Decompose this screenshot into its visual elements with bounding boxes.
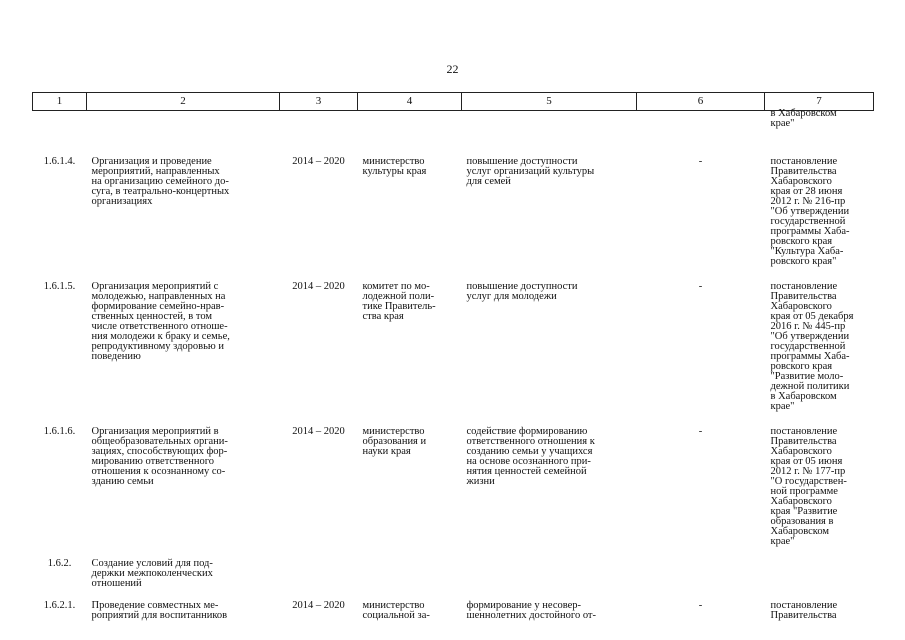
- table-row: [33, 282, 874, 427]
- document-line: постановление: [770, 426, 838, 437]
- document-line: Хабаровского: [770, 496, 832, 507]
- measures-table: [32, 92, 874, 631]
- cell-number: 1.6.1.5.: [43, 281, 76, 292]
- cell-document: [765, 282, 874, 427]
- document-line: постановление: [770, 156, 838, 167]
- document-line: "Развитие моло-: [770, 371, 844, 382]
- result-line: жизни: [466, 476, 495, 487]
- document-line: Правительства: [770, 166, 837, 177]
- document-line: в Хабаровском: [770, 108, 837, 119]
- cell-measure: [87, 111, 280, 158]
- cell-period: 2014 – 2020: [292, 600, 345, 611]
- measure-line: формирование семейно-нрав-: [91, 301, 225, 312]
- result-line: повышение доступности: [466, 156, 578, 167]
- measure-line: ственных ценностей, в том: [91, 311, 213, 322]
- document-line: ровского края: [770, 361, 833, 372]
- result-line: формирование у несовер-: [466, 600, 582, 611]
- page-number: 22: [446, 62, 459, 76]
- cell-executor: [358, 559, 462, 601]
- executor-line: комитет по мо-: [362, 281, 430, 292]
- document-line: ровского края": [770, 256, 837, 267]
- document-line: Правительства: [770, 610, 837, 621]
- document-line: образования в: [770, 516, 834, 527]
- cell-executor: [358, 111, 462, 158]
- measure-line: ния молодежи к браку и семье,: [91, 331, 230, 342]
- document-line: программы Хаба-: [770, 351, 850, 362]
- table-row: [33, 427, 874, 559]
- result-line: нятия ценностей семейной: [466, 466, 587, 477]
- measure-line: поведению: [91, 351, 141, 362]
- table-row: [33, 157, 874, 282]
- document-line: "Об утверждении: [770, 331, 850, 342]
- document-line: Хабаровском: [770, 526, 830, 537]
- measure-line: мированию ответственного: [91, 456, 215, 467]
- cell-executor: [358, 282, 462, 427]
- result-line: на основе осознанного при-: [466, 456, 591, 467]
- result-line: услуг организаций культуры: [466, 166, 595, 177]
- column-header: 3: [280, 93, 358, 111]
- executor-line: социальной за-: [362, 610, 430, 621]
- executor-line: министерство: [362, 156, 425, 167]
- document-line: государственной: [770, 341, 846, 352]
- document-line: крае": [770, 118, 795, 129]
- document-line: Хабаровского: [770, 446, 832, 457]
- cell-measure: [87, 157, 280, 282]
- executor-line: тике Правитель-: [362, 301, 436, 312]
- result-line: для семей: [466, 176, 511, 187]
- measure-line: молодежью, направленных на: [91, 291, 226, 302]
- measure-line: мероприятий, направленных: [91, 166, 220, 177]
- document-line: края от 05 декабря: [770, 311, 854, 322]
- measure-line: репродуктивному здоровью и: [91, 341, 225, 352]
- executor-line: лодежной поли-: [362, 291, 435, 302]
- cell-measure: [87, 601, 280, 631]
- cell-number: 1.6.2.: [47, 558, 72, 569]
- document-line: в Хабаровском: [770, 391, 837, 402]
- result-line: услуг для молодежи: [466, 291, 557, 302]
- executor-line: науки края: [362, 446, 411, 457]
- document-line: постановление: [770, 281, 838, 292]
- document-line: "Об утверждении: [770, 206, 850, 217]
- result-line: созданию семьи у учащихся: [466, 446, 593, 457]
- measure-line: суга, в театрально-концертных: [91, 186, 230, 197]
- measure-line: держки межпоколенческих: [91, 568, 213, 579]
- cell-number: 1.6.1.4.: [43, 156, 76, 167]
- measure-line: Создание условий для под-: [91, 558, 213, 569]
- document-line: 2012 г. № 216-пр: [770, 196, 846, 207]
- cell-number: [33, 111, 87, 158]
- cell-result: [462, 282, 637, 427]
- column-header: 4: [358, 93, 462, 111]
- cell-measure: [87, 282, 280, 427]
- executor-line: министерство: [362, 600, 425, 611]
- cell-document: [765, 108, 874, 158]
- document-line: крае": [770, 401, 795, 412]
- measure-line: отношений: [91, 578, 142, 589]
- document-lines: [771, 109, 872, 129]
- cell-period: 2014 – 2020: [292, 426, 345, 437]
- table-header-row: [33, 93, 874, 111]
- cell-executor: [358, 427, 462, 559]
- document-line: Хабаровского: [770, 176, 832, 187]
- cell-col6: -: [698, 426, 703, 437]
- cell-period: 2014 – 2020: [292, 156, 345, 167]
- document-line: крае": [770, 536, 795, 547]
- measure-line: зациях, способствующих фор-: [91, 446, 228, 457]
- executor-line: министерство: [362, 426, 425, 437]
- executor-line: образования и: [362, 436, 427, 447]
- measure-line: общеобразовательных органи-: [91, 436, 228, 447]
- measure-line: Организация и проведение: [91, 156, 212, 167]
- cell-result: [462, 601, 637, 631]
- table-row-continuation: [33, 111, 874, 158]
- cell-measure: [87, 559, 280, 601]
- measure-line: зданию семьи: [91, 476, 154, 487]
- document-line: программы Хаба-: [770, 226, 850, 237]
- result-line: шеннолетних достойного от-: [466, 610, 597, 621]
- cell-col6: -: [698, 281, 703, 292]
- cell-col6: -: [698, 600, 703, 611]
- executor-line: ства края: [362, 311, 404, 322]
- document-line: 2012 г. № 177-пр: [770, 466, 846, 477]
- table-row: [33, 559, 874, 601]
- measure-line: отношения к осознанному со-: [91, 466, 226, 477]
- document-line: Правительства: [770, 436, 837, 447]
- cell-number: 1.6.1.6.: [43, 426, 76, 437]
- measure-line: организациях: [91, 196, 153, 207]
- cell-result: [462, 111, 637, 158]
- measure-line: на организацию семейного до-: [91, 176, 229, 187]
- column-header: 5: [462, 93, 637, 111]
- cell-col6: -: [698, 156, 703, 167]
- document-line: края от 28 июня: [770, 186, 843, 197]
- document-line: "О государствен-: [770, 476, 847, 487]
- result-line: содействие формированию: [466, 426, 588, 437]
- document-line: ной программе: [770, 486, 838, 497]
- cell-document: [765, 427, 874, 559]
- result-line: ответственного отношения к: [466, 436, 595, 447]
- column-header: 6: [637, 93, 765, 111]
- cell-period: [280, 559, 358, 601]
- column-header: 2: [87, 93, 280, 111]
- cell-document: [765, 157, 874, 282]
- document-line: постановление: [770, 600, 838, 611]
- document-line: ровского края: [770, 236, 833, 247]
- cell-col6: [637, 111, 765, 158]
- cell-number: 1.6.2.1.: [43, 600, 76, 611]
- cell-measure: [87, 427, 280, 559]
- document-line: дежной политики: [770, 381, 850, 392]
- cell-result: [462, 559, 637, 601]
- document-line: Правительства: [770, 291, 837, 302]
- measure-line: Организация мероприятий в: [91, 426, 219, 437]
- cell-col6: [637, 559, 765, 601]
- table-row: [33, 601, 874, 631]
- document-line: края от 05 июня: [770, 456, 843, 467]
- cell-period: 2014 – 2020: [292, 281, 345, 292]
- document-line: Хабаровского: [770, 301, 832, 312]
- document-line: "Культура Хаба-: [770, 246, 844, 257]
- document-line: края "Развитие: [770, 506, 838, 517]
- document-line: государственной: [770, 216, 846, 227]
- column-header: 7: [765, 93, 874, 111]
- document-line: 2016 г. № 445-пр: [770, 321, 846, 332]
- cell-period: [280, 111, 358, 158]
- measure-line: Организация мероприятий с: [91, 281, 219, 292]
- cell-result: [462, 157, 637, 282]
- cell-executor: [358, 157, 462, 282]
- executor-line: культуры края: [362, 166, 427, 177]
- column-header: 1: [33, 93, 87, 111]
- cell-document: [765, 559, 874, 601]
- measure-line: Проведение совместных ме-: [91, 600, 219, 611]
- cell-executor: [358, 601, 462, 631]
- measure-line: числе ответственного отноше-: [91, 321, 228, 332]
- measure-line: роприятий для воспитанников: [91, 610, 228, 621]
- cell-result: [462, 427, 637, 559]
- cell-document: [765, 601, 874, 631]
- result-line: повышение доступности: [466, 281, 578, 292]
